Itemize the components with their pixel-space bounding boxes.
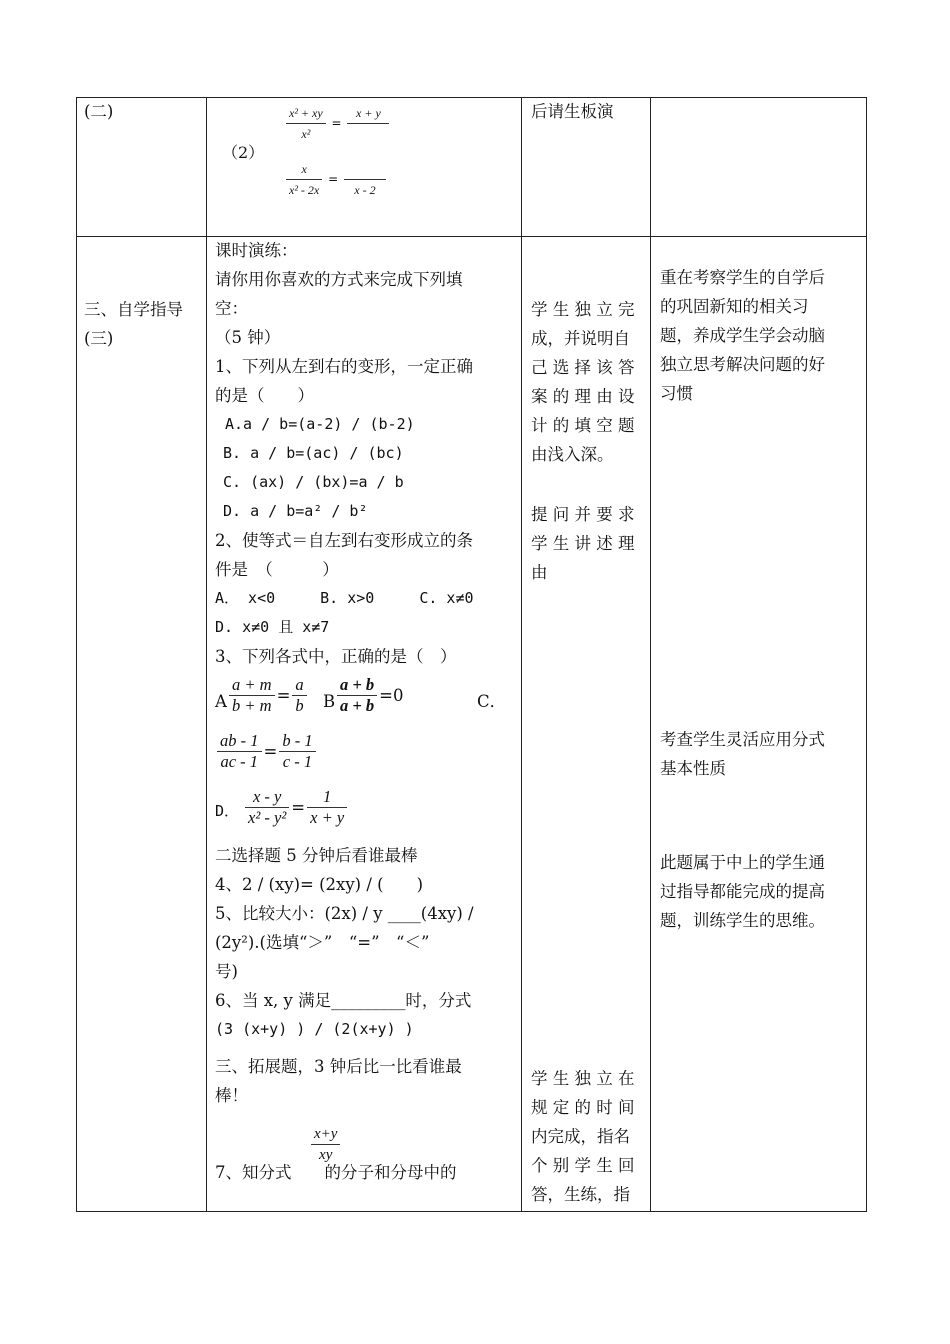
question-7-fraction: $\frac{x+y}{xy}$ [311, 1124, 340, 1165]
method-block-1: 学 生 独 立 完 成，并说明自 己 选 择 该 答 案 的 理 由 设 计 的 填 空 题 由浅入深。 [531, 300, 635, 464]
exercise-title: 课时演练： [215, 241, 298, 260]
row1-method: 后请生板演 [531, 102, 614, 121]
question-4: 4、2 / (xy)= (2xy) / ( ) [215, 875, 424, 894]
question-3-options-ab: A $\frac{a + m}{b + m}$ = $\frac{a}{b}$ B $\frac{a + b}{a + b}$ =0 C． [215, 675, 507, 715]
row1-section-label: (二) [84, 102, 114, 121]
question-2-option-d: D. x≠0 且 x≠7 [215, 618, 330, 636]
row1-content [222, 103, 512, 233]
exercise-content [215, 236, 515, 1196]
intent-block-3: 此题属于中上的学生通 过指导都能完成的提高 题，训练学生的思维。 [660, 853, 825, 930]
question-1-line-2: 的是（ ） [215, 386, 314, 405]
lesson-table [76, 97, 867, 1212]
question-5-line-1: 5、比较大小：(2x) / y ____(4xy) / [215, 904, 474, 923]
exercise-intro-1: 请你用你喜欢的方式来完成下列填 [215, 270, 463, 289]
column-divider-1 [206, 97, 207, 1212]
question-2-line-2: 件是 （ ） [215, 560, 339, 579]
section-2-heading: 二选择题 5 分钟后看谁最棒 [215, 846, 418, 865]
item-label: （2） [222, 143, 265, 162]
question-1-option-b: B. a / b=(ac) / (bc) [223, 444, 404, 462]
exercise-intro-2: 空： [215, 299, 248, 318]
question-1-line-1: 1、下列从左到右的变形，一定正确 [215, 357, 473, 376]
table-border-bottom [76, 1211, 867, 1212]
question-2-options: A． x<0 B. x>0 C. x≠0 [215, 589, 474, 607]
row2-section-label: 三、自学指导 (三) [84, 300, 183, 348]
question-3-option-d: D． $\frac{x - y}{\text{x² - y²}}$ = $\frac{1}{x + y}$ [215, 783, 515, 841]
column-divider-3 [650, 97, 651, 1212]
question-1-option-a: A.a / b=(a-2) / (b-2) [225, 415, 415, 433]
question-3-option-c: $\frac{ab - 1}{ac - 1}$ = $\frac{b - 1}{c - 1}$ [215, 729, 515, 783]
intent-block-1: 重在考察学生的自学后 的巩固新知的相关习 题，养成学生学会动脑 独立思考解决问题的好 习惯 [660, 268, 825, 403]
column-divider-2 [521, 97, 522, 1212]
equation-1: $\frac{\text{x² + xy}}{\text{x²}}$ = x + y [284, 103, 391, 144]
question-1-option-c: C. (ax) / (bx)=a / b [223, 473, 404, 491]
table-border-right [866, 97, 867, 1212]
method-block-2: 提 问 并 要 求 学 生 讲 述 理 由 [531, 505, 635, 582]
question-5-line-2: (2y²).(选填“＞” “=” “＜” [215, 933, 430, 952]
section-3-heading-line-2: 棒！ [215, 1086, 248, 1105]
question-6-line-1: 6、当 x, y 满足_________时，分式 [215, 991, 472, 1010]
method-block-3: 学 生 独 立 在 规 定 的 时 间 内完成，指名 个 别 学 生 回 答，生练，指 [531, 1069, 635, 1204]
exercise-time: （5 钟） [215, 328, 281, 347]
question-3: 3、下列各式中，正确的是（ ） [215, 647, 457, 666]
question-1-option-d: D. a / b=a² / b² [223, 502, 368, 520]
table-border-left [76, 97, 77, 1212]
table-border-top [76, 97, 867, 98]
question-2-line-1: 2、使等式＝自左到右变形成立的条 [215, 531, 473, 550]
question-6-line-2: (3 (x+y) ) / (2(x+y) ) [215, 1020, 414, 1038]
question-5-line-3: 号) [215, 962, 238, 981]
equation-2: $\frac{x}{\text{x² - 2x}}$ = x - 2 [284, 159, 388, 200]
question-7: $\frac{x+y}{xy}$ 7、知分式 的分子和分母中的 [215, 1126, 457, 1182]
section-3-heading-line-1: 三、拓展题，3 钟后比一比看谁最 [215, 1057, 462, 1076]
intent-block-2: 考查学生灵活应用分式 基本性质 [660, 730, 825, 778]
